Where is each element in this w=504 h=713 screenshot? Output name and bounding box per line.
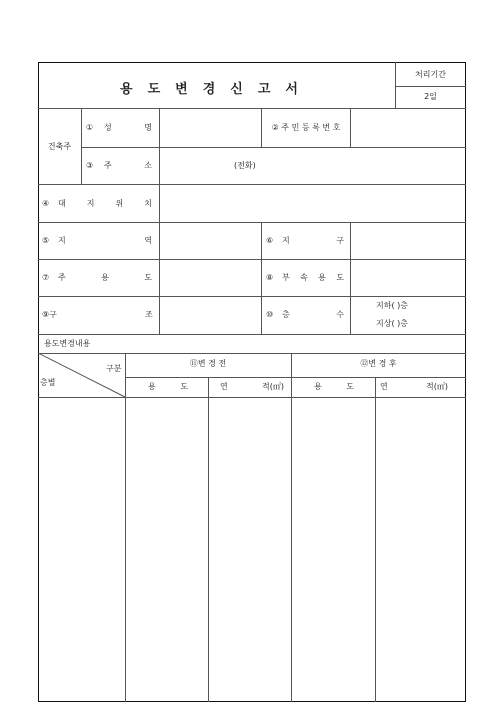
floors-label (282, 310, 344, 320)
before-use-header (148, 382, 188, 392)
zone-number: ⑤ (42, 236, 50, 245)
line-v-table-3 (291, 353, 292, 702)
processing-period-value: 2일 (424, 92, 437, 101)
line-v-table-2 (208, 377, 209, 702)
structure-label: ⑨구 (42, 310, 57, 319)
site-location-label (58, 199, 152, 209)
id-number-label: ② 주 민 등 록 번 호 (271, 123, 341, 132)
floors-number: ⑩ (266, 310, 274, 319)
line-v-right-b (350, 222, 351, 334)
main-use-char-2: 용 (101, 273, 109, 282)
sub-use-char-3: 용 (318, 273, 326, 282)
after-use-header (314, 382, 354, 392)
main-use-number: ⑦ (42, 273, 50, 282)
name-field[interactable] (160, 109, 260, 146)
owner-label: 건축주 (47, 142, 72, 151)
name-number: ① (86, 123, 94, 132)
site-char-2: 지 (86, 199, 95, 208)
structure-label-end: 조 (145, 310, 153, 319)
site-number: ④ (42, 199, 50, 208)
sub-use-label (282, 273, 344, 283)
line-v-table-4 (375, 377, 376, 702)
after-use-char-2: 도 (346, 382, 354, 391)
address-label-char-1: 주 (104, 161, 112, 170)
header-diagonal (38, 353, 126, 398)
floors-char-1: 층 (282, 310, 290, 319)
line-h-header-mid (125, 377, 466, 378)
line-h-processing (395, 86, 466, 87)
after-area-char-2: 적(㎡) (426, 382, 448, 391)
line-h-site-end (38, 222, 466, 223)
floors-below-ground: 지하( )층 (376, 301, 408, 310)
line-v-table-1 (125, 353, 126, 702)
address-label-char-2: 소 (144, 161, 152, 170)
column-floor-label: 층별 (40, 378, 56, 387)
line-v-structure-label (159, 296, 160, 334)
zone-label (58, 236, 152, 246)
zone-char-1: 지 (58, 236, 66, 245)
line-v-mid-b (261, 222, 262, 334)
before-area-char-2: 적(㎡) (262, 382, 284, 391)
name-label-char-2: 명 (144, 123, 152, 132)
form-title: 용도변경신고서 (120, 82, 313, 97)
section-label: 용도변경내용 (44, 339, 91, 348)
district-char-1: 지 (282, 236, 290, 245)
site-char-3: 위 (115, 199, 124, 208)
district-char-2: 구 (336, 236, 344, 245)
address-label (104, 161, 152, 171)
address-number: ③ (86, 161, 94, 170)
after-change-label: ⑫변 경 후 (360, 359, 397, 368)
site-char-4: 치 (144, 199, 152, 208)
line-h-structure-end (38, 334, 466, 335)
zone-char-2: 역 (144, 236, 152, 245)
main-use-label (58, 273, 152, 283)
district-number: ⑥ (266, 236, 274, 245)
line-h-use-end (38, 296, 466, 297)
site-char-1: 대 (58, 199, 66, 208)
before-area-header (220, 382, 284, 392)
sub-use-number: ⑧ (266, 273, 274, 282)
phone-label: (전화) (234, 161, 256, 170)
name-label-char-1: 성 (104, 123, 112, 132)
main-use-char-3: 도 (144, 273, 152, 282)
sub-use-char-2: 속 (300, 273, 308, 282)
floors-char-2: 수 (336, 310, 344, 319)
line-h-owner-end (38, 184, 466, 185)
district-label (282, 236, 344, 246)
floors-above-ground: 지상( )층 (376, 319, 408, 328)
after-area-char-1: 연 (380, 382, 388, 391)
main-use-char-1: 주 (58, 273, 66, 282)
before-change-label: ⑪변 경 전 (189, 359, 227, 368)
before-use-char-2: 도 (180, 382, 188, 391)
id-number-field[interactable] (351, 109, 465, 146)
line-h-zone-end (38, 259, 466, 260)
line-h-owner-mid (81, 147, 466, 148)
before-use-char-1: 용 (148, 382, 156, 391)
processing-period-label: 처리기간 (415, 70, 446, 79)
after-use-char-1: 용 (314, 382, 322, 391)
after-area-header (380, 382, 448, 392)
name-label (104, 123, 152, 133)
column-category-label: 구분 (106, 364, 122, 373)
line-v-owner (81, 108, 82, 184)
sub-use-char-4: 도 (336, 273, 344, 282)
sub-use-char-1: 부 (282, 273, 290, 282)
before-area-char-1: 연 (220, 382, 228, 391)
